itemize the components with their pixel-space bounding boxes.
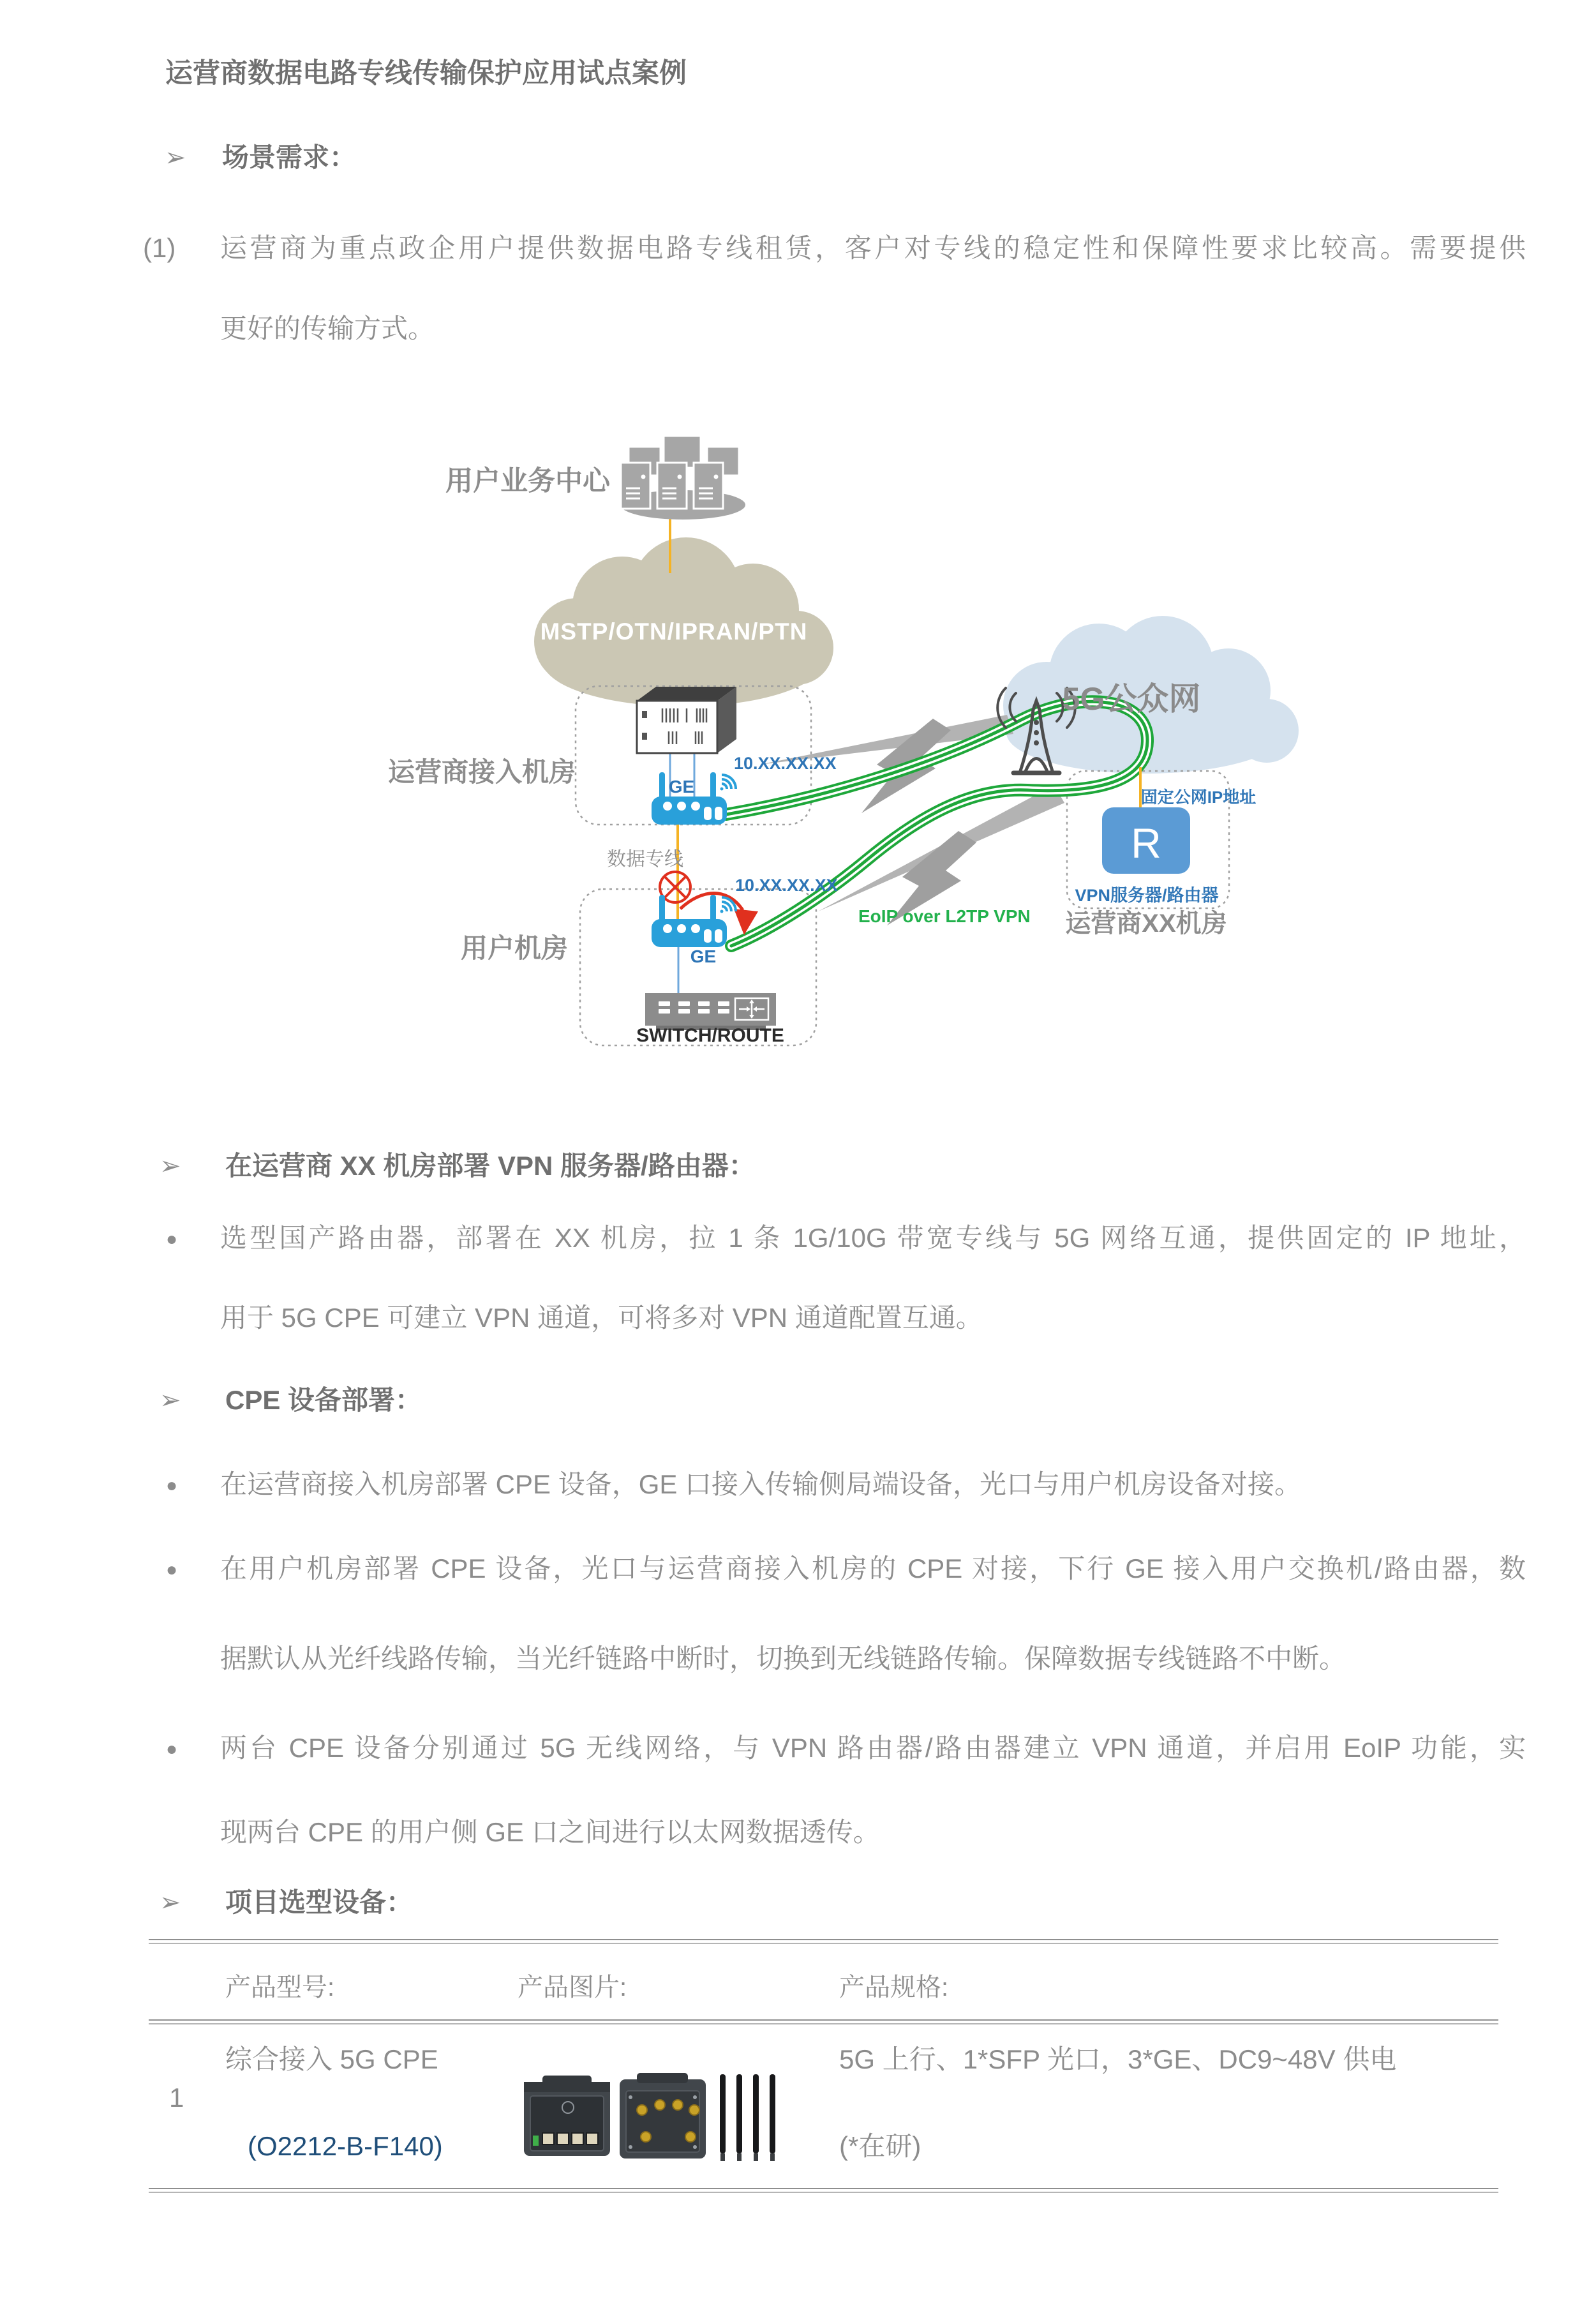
table-header-image: 产品图片: xyxy=(518,1973,627,2001)
paragraph-line: 运营商为重点政企用户提供数据电路专线租赁，客户对专线的稳定性和保障性要求比较高。需要提供 xyxy=(220,233,1526,263)
arrow-bullet-icon: ➢ xyxy=(160,1152,181,1180)
table-row-index: 1 xyxy=(169,2083,184,2113)
label-five-g-cloud: 5G公众网 xyxy=(1062,681,1201,717)
table-cell-spec: 5G 上行、1*SFP 光口，3*GE、DC9~48V 供电 xyxy=(839,2044,1397,2074)
label-vpn-server: VPN服务器/路由器 xyxy=(1075,886,1219,905)
paragraph-number: (1) xyxy=(143,233,176,263)
label-eoip: EoIP over L2TP VPN xyxy=(858,906,1031,926)
router-letter: R xyxy=(1131,819,1161,867)
cpe-front-device xyxy=(524,2076,610,2156)
label-ge-lower: GE xyxy=(690,946,717,966)
section-heading-select: 项目选型设备： xyxy=(225,1887,414,1917)
label-ip-upper: 10.XX.XX.XX xyxy=(734,754,837,773)
table-bottom-border xyxy=(149,2188,1498,2193)
section-heading-cpe: CPE 设备部署： xyxy=(225,1385,422,1415)
bullet-line: 用于 5G CPE 可建立 VPN 通道，可将多对 VPN 通道配置互通。 xyxy=(220,1303,983,1333)
arrow-bullet-icon: ➢ xyxy=(165,144,186,172)
arrow-bullet-icon: ➢ xyxy=(160,1889,181,1917)
bullet-line: 现两台 CPE 的用户侧 GE 口之间进行以太网数据透传。 xyxy=(220,1817,880,1847)
section-heading-vpn: 在运营商 XX 机房部署 VPN 服务器/路由器： xyxy=(225,1151,756,1181)
label-user-room: 用户机房 xyxy=(460,933,569,963)
arrow-bullet-icon: ➢ xyxy=(160,1386,181,1414)
section-heading-scene: 场景需求： xyxy=(222,142,357,172)
network-diagram xyxy=(357,421,1353,1053)
label-ge-upper: GE xyxy=(668,777,695,797)
page-title: 运营商数据电路专线传输保护应用试点案例 xyxy=(165,58,687,89)
bullet-line: 两台 CPE 设备分别通过 5G 无线网络，与 VPN 路由器/路由器建立 VPN 通道，并启用 EoIP 功能，实 xyxy=(220,1733,1526,1763)
server-cluster-icon xyxy=(620,436,745,520)
label-user-business-center: 用户业务中心 xyxy=(445,466,610,497)
label-switch-route: SWITCH/ROUTE xyxy=(636,1025,784,1046)
table-header-spec: 产品规格: xyxy=(839,1973,949,2001)
table-cell-model-code: (O2212-B-F140) xyxy=(248,2131,443,2161)
wifi-icon-upper xyxy=(720,775,736,791)
vpn-router-icon xyxy=(1102,807,1190,874)
bullet-line: 据默认从光纤线路传输，当光纤链路中断时，切换到无线链路传输。保障数据专线链路不中断。 xyxy=(220,1643,1346,1673)
table-cell-spec-note: (*在研) xyxy=(839,2131,921,2161)
paragraph-line: 更好的传输方式。 xyxy=(220,313,435,343)
label-operator-access-room: 运营商接入机房 xyxy=(387,757,576,787)
antenna-set xyxy=(720,2074,775,2161)
dot-bullet-icon: ● xyxy=(166,1739,178,1760)
table-header-border xyxy=(149,2019,1498,2024)
label-fixed-ip: 固定公网IP地址 xyxy=(1140,788,1257,807)
product-photo-5g-cpe xyxy=(514,2072,802,2166)
table-header-model: 产品型号: xyxy=(225,1973,335,2001)
bullet-line: 选型国产路由器，部署在 XX 机房，拉 1 条 1G/10G 带宽专线与 5G 网络互通，提供固定的 IP 地址， xyxy=(220,1223,1526,1253)
dot-bullet-icon: ● xyxy=(166,1229,178,1250)
label-operator-xx-room: 运营商XX机房 xyxy=(1065,909,1227,938)
table-top-border xyxy=(149,1939,1498,1944)
label-ip-lower: 10.XX.XX.XX xyxy=(735,876,838,895)
dot-bullet-icon: ● xyxy=(166,1559,178,1580)
table-cell-model-name: 综合接入 5G CPE xyxy=(225,2044,438,2074)
transmission-chassis-icon xyxy=(637,687,736,753)
bullet-line: 在用户机房部署 CPE 设备，光口与运营商接入机房的 CPE 对接，下行 GE 接入用户交换机/路由器，数 xyxy=(220,1553,1526,1583)
cpe-top-device xyxy=(620,2073,706,2159)
bullet-line: 在运营商接入机房部署 CPE 设备，GE 口接入传输侧局端设备，光口与用户机房设备对接。 xyxy=(220,1469,1302,1499)
label-data-line: 数据专线 xyxy=(607,849,683,870)
label-mstp-cloud: MSTP/OTN/IPRAN/PTN xyxy=(540,618,808,645)
dot-bullet-icon: ● xyxy=(166,1475,178,1496)
